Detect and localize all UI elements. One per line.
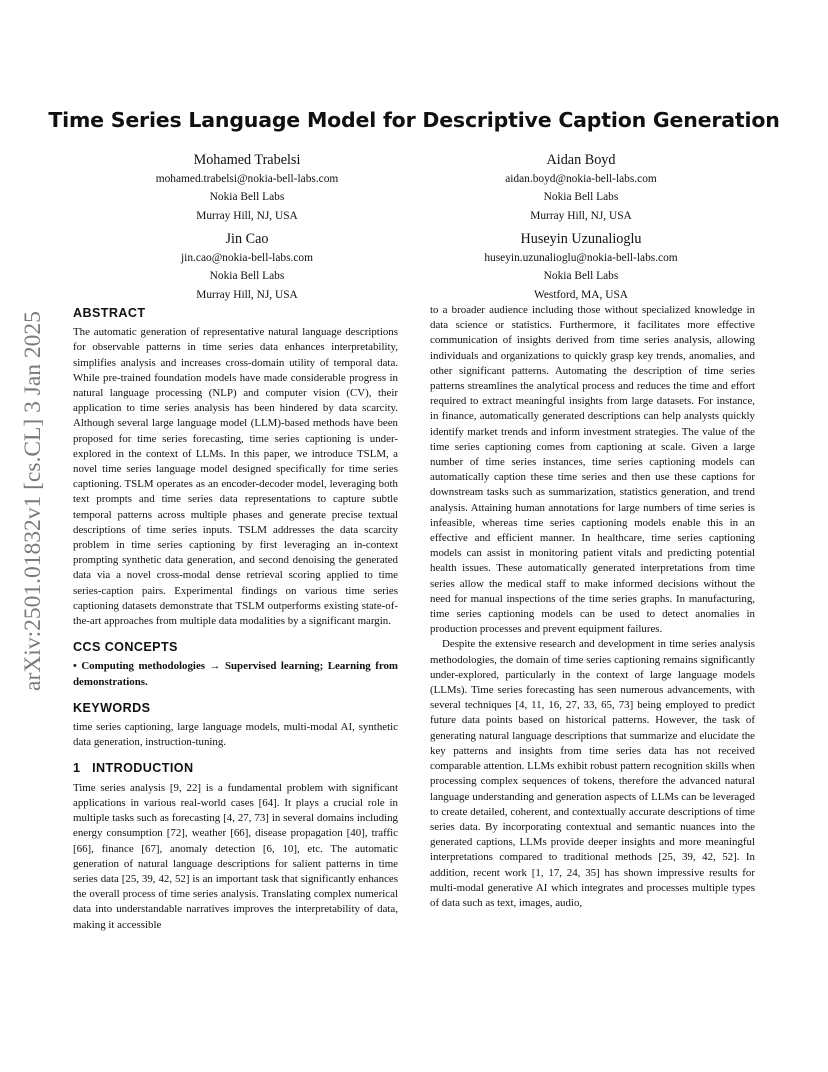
abstract-text: The automatic generation of representative natural language descriptions for observable patterns in time series data enhances interpretability, simplifies analysis and increases cross-domain utility of temporal data. While pre-trained foundation models have made considerable progress in natural language processing (NLP) and computer vision (CV), their application to time series analysis has been hindered by data scarcity. Although several large language model (LLM)-based methods have been proposed for time series forecasting, time series captioning is under-explored in the context of LLMs. In this paper, we introduce TSLM, a novel time series language model designed specifically for time series captioning. TSLM operates as an encoder-decoder model, leveraging both text prompts and time series data representations to capture subtle temporal patterns across multiple phases and generate precise textual descriptions of time series inputs. TSLM addresses the data scarcity problem in time series captioning by first leveraging an in-context prompting synthetic data generation, and second denoising the generated data via a novel cross-modal dense retrieval scoring applied to time series-caption pairs. Experimental findings on various time series captioning datasets demonstrate that TSLM outperforms existing state-of-the-art approaches from multiple data modalities by a significant margin.	[73, 326, 398, 628]
left-column	[73, 306, 398, 933]
author-location: Murray Hill, NJ, USA	[196, 209, 298, 222]
author-block	[466, 151, 696, 225]
right-column	[430, 303, 755, 911]
author-affiliation: Nokia Bell Labs	[543, 191, 619, 204]
paper-title: Time Series Language Model for Descriptive Caption Generation	[48, 108, 780, 132]
author-location: Westford, MA, USA	[534, 288, 628, 301]
author-location: Murray Hill, NJ, USA	[530, 209, 632, 222]
arxiv-stamp-container	[18, 268, 52, 734]
introduction-heading: 1 INTRODUCTION	[73, 761, 194, 776]
keywords-text: time series captioning, large language models, multi-modal AI, synthetic data generation, instruction-tuning.	[73, 721, 398, 749]
abstract-heading: ABSTRACT	[73, 306, 146, 320]
author-affiliation: Nokia Bell Labs	[209, 270, 285, 283]
introduction-paragraph: Time series analysis [9, 22] is a fundamental problem with significant applications in various real-world cases [64]. It plays a crucial role in multiple tasks such as forecasting [4, 27, 73] in several domains including energy consumption [72], weather [66], disease propagation [40], traffic [66], finance [67], anomaly detection [6, 10], etc. The automatic generation of natural language descriptions for salient patterns in time series data [25, 39, 42, 52] is an important task that significantly enhances the overall process of time series analysis. Translating complex numerical data into understandable narratives improves the interpretability of data, making it accessible	[73, 781, 398, 931]
author-block	[132, 230, 362, 304]
author-block	[132, 151, 362, 225]
author-name: Aidan Boyd	[546, 152, 616, 168]
ccs-text: • Computing methodologies → Supervised learning; Learning from demonstrations.	[73, 660, 398, 688]
arxiv-stamp: arXiv:2501.01832v1 [cs.CL] 3 Jan 2025	[20, 311, 46, 691]
author-affiliation: Nokia Bell Labs	[543, 270, 619, 283]
author-block	[448, 230, 714, 304]
author-location: Murray Hill, NJ, USA	[196, 288, 298, 301]
author-email[interactable]: huseyin.uzunalioglu@nokia-bell-labs.com	[484, 252, 678, 264]
body-paragraph: to a broader audience including those without specialized knowledge in data science or statistics. Furthermore, it facilitates more effective communication of insights derived from time series analysis, allowing individuals and organizations to quickly grasp key trends, anomalies, and other significant patterns. Automating the description of time series patterns streamlines the analytical process and reduces the time and effort required to extract meaningful insights from large datasets. For instance, in finance, automatically generated descriptions can help analysts quickly identify market trends and inform investment strategies. The value of the time series captioning comes from captioning at scale. Given a large number of time series instances, time series captioning models can automatically caption these time series and then use these captions for downstream tasks such as summarization, statistics generation, and trend analysis. Attaining human annotations for large numbers of time series is infeasible, whereas time series captioning models enable this in an effective and efficient manner. In healthcare, time series captioning models can assist in monitoring patient vitals and predicting potential health issues. These automatically generated interpretations from time series allow the medical staff to make informed decisions without the need for manual inspections of the time series graphs. In manufacturing, time series captioning models can be used to detect anomalies in production processes and prevent equipment failures.	[430, 304, 755, 636]
keywords-heading: KEYWORDS	[73, 700, 151, 715]
ccs-heading: CCS CONCEPTS	[73, 640, 178, 655]
author-affiliation: Nokia Bell Labs	[209, 191, 285, 204]
author-email[interactable]: jin.cao@nokia-bell-labs.com	[181, 252, 313, 264]
author-name: Mohamed Trabelsi	[193, 152, 301, 168]
author-name: Jin Cao	[225, 231, 269, 247]
body-paragraph: Despite the extensive research and development in time series analysis methodologies, the domain of time series captioning remains significantly under-explored, particularly in the context of large language models (LLMs). Time series forecasting has seen numerous advancements, with several techniques [4, 11, 16, 27, 33, 65, 73] being employed to predict future data points based on historical patterns. However, the task of generating natural language descriptions that summarize and elucidate the key patterns and insights from time series data has not received comparable attention. LLMs exhibit robust pattern recognition skills when processing complex sequences of tokens, therefore the advanced natural language understanding and generation aspects of LLMs can be leveraged to create detailed, coherent, and contextually accurate descriptions of time series data. By incorporating contextual and semantic nuances into the generated captions, LLMs provide deeper insights and more meaningful interpretations compared to traditional methods [25, 39, 42, 52]. In addition, recent work [1, 17, 24, 35] has shown impressive results for multi-modal generative AI which integrates and processes multiple types of data such as text, images, audio,	[430, 638, 755, 909]
author-email[interactable]: mohamed.trabelsi@nokia-bell-labs.com	[155, 173, 339, 185]
author-email[interactable]: aidan.boyd@nokia-bell-labs.com	[505, 173, 657, 185]
author-name: Huseyin Uzunalioglu	[520, 231, 642, 247]
